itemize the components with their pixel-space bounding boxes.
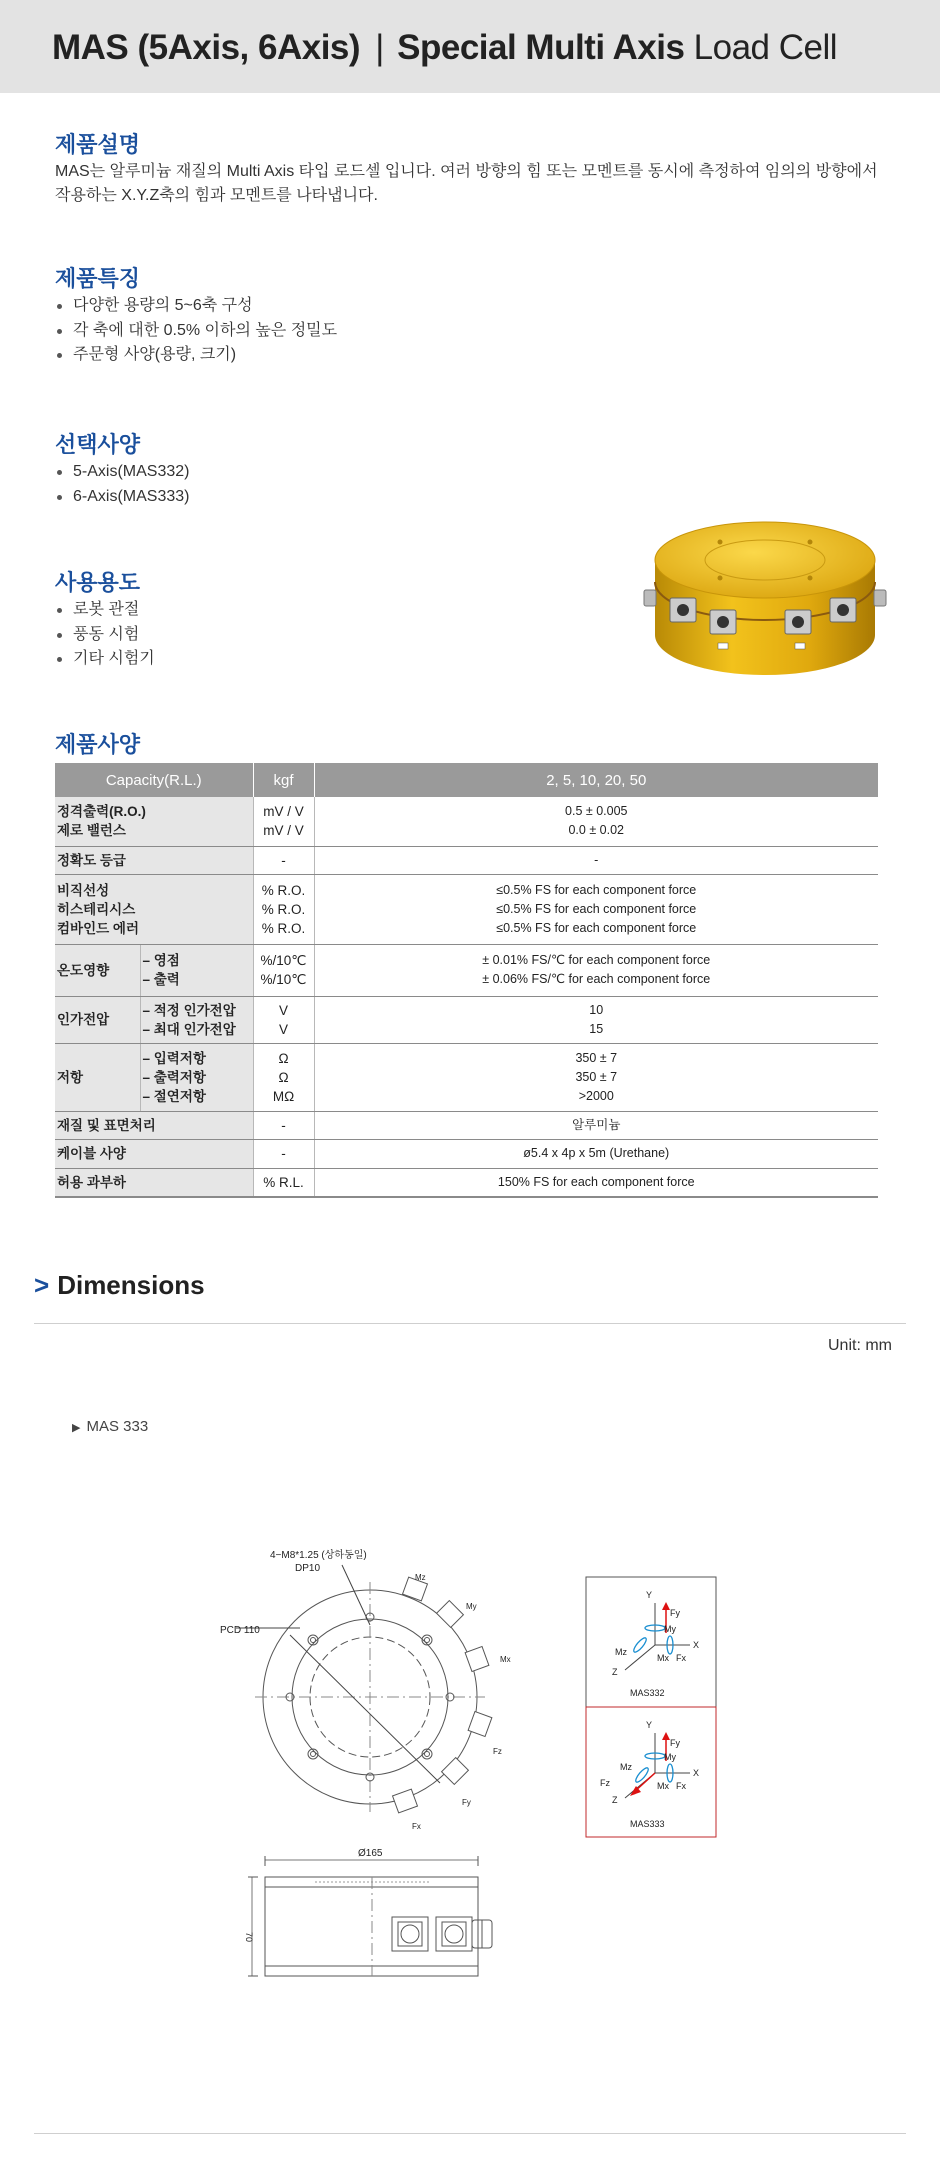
- row-unit: -: [253, 1111, 314, 1139]
- dimensions-title: Dimensions: [57, 1270, 205, 1300]
- conn-mx: Mx: [500, 1655, 511, 1664]
- bolt-note: 4−M8*1.25 (상하동일): [270, 1550, 367, 1561]
- row-value: 0.5 ± 0.005: [565, 804, 628, 819]
- row-value: ≤0.5% FS for each component force: [496, 920, 697, 935]
- footer-divider: [34, 2133, 906, 2134]
- axis-my: My: [664, 1752, 676, 1762]
- row-value: ≤0.5% FS for each component force: [496, 882, 697, 897]
- row-value: 15: [589, 1021, 604, 1036]
- conn-fz: Fz: [493, 1747, 502, 1756]
- options-list: [55, 460, 189, 509]
- title-light: Load Cell: [693, 28, 838, 67]
- height-label: 70: [244, 1932, 254, 1943]
- features-list: [55, 294, 337, 368]
- table-row: [55, 944, 878, 996]
- row-sublabel: – 영점: [142, 953, 180, 968]
- col-values: 2, 5, 10, 20, 50: [314, 763, 878, 797]
- conn-my: My: [466, 1602, 477, 1611]
- row-unit: %/10℃: [260, 972, 307, 987]
- table-row: [55, 1043, 878, 1111]
- conn-fx: Fx: [412, 1822, 421, 1831]
- row-unit: V: [278, 1002, 288, 1018]
- title-model: MAS (5Axis, 6Axis): [52, 28, 361, 67]
- row-value: ± 0.01% FS/℃ for each component force: [482, 953, 711, 967]
- table-row: [55, 846, 878, 874]
- list-item: 로봇 관절: [55, 598, 155, 623]
- row-unit: % R.O.: [261, 901, 306, 917]
- dimension-drawing: [0, 1530, 940, 2000]
- row-unit: Ω: [278, 1069, 289, 1085]
- bolt-depth: DP10: [295, 1563, 321, 1574]
- model-name: MAS 333: [86, 1418, 149, 1435]
- row-value: ≤0.5% FS for each component force: [496, 901, 697, 916]
- row-label: 저항: [55, 1043, 140, 1111]
- row-label: 인가전압: [55, 996, 140, 1043]
- axis-fy: Fy: [670, 1738, 680, 1748]
- table-row: [55, 874, 878, 944]
- row-label: 온도영향: [55, 944, 140, 996]
- axis-z: Z: [612, 1667, 618, 1677]
- axis-mz: Mz: [615, 1647, 627, 1657]
- row-value: 150% FS for each component force: [314, 1168, 878, 1197]
- col-capacity: Capacity(R.L.): [55, 763, 253, 797]
- title-separator: |: [375, 28, 384, 67]
- list-item: 6-Axis(MAS333): [55, 485, 189, 510]
- table-header-row: [55, 763, 878, 797]
- row-unit: mV / V: [263, 804, 304, 820]
- row-value: 알루미늄: [314, 1111, 878, 1139]
- row-sublabel: – 출력저항: [142, 1069, 206, 1085]
- axis-mx: Mx: [657, 1653, 669, 1663]
- axis-x: X: [693, 1768, 700, 1778]
- row-value: 350 ± 7: [575, 1050, 618, 1065]
- row-sublabel: – 출력: [142, 972, 180, 987]
- row-label: 정확도 등급: [55, 846, 253, 874]
- row-unit: % R.L.: [253, 1168, 314, 1197]
- caption-mas333: MAS333: [630, 1819, 665, 1829]
- specs-heading: 제품사양: [55, 732, 141, 757]
- row-sublabel: – 적정 인가전압: [142, 1002, 236, 1018]
- spec-table: [55, 763, 878, 1198]
- row-value: >2000: [578, 1088, 614, 1103]
- row-label: 히스테리시스: [57, 901, 136, 917]
- axis-mx: Mx: [657, 1781, 669, 1791]
- axis-fz: Fz: [600, 1778, 610, 1788]
- row-sublabel: – 절연저항: [142, 1088, 206, 1104]
- axis-fx: Fx: [676, 1653, 686, 1663]
- axis-y: Y: [646, 1720, 653, 1730]
- conn-mz: Mz: [415, 1573, 426, 1582]
- row-label: 비직선성: [57, 882, 110, 898]
- conn-fy: Fy: [462, 1798, 471, 1807]
- list-item: 기타 시험기: [55, 647, 155, 672]
- row-label: 제로 밸런스: [57, 823, 126, 839]
- list-item: 풍동 시험: [55, 623, 155, 648]
- row-value: ± 0.06% FS/℃ for each component force: [482, 972, 711, 986]
- row-value: 350 ± 7: [575, 1069, 618, 1084]
- table-row: [55, 996, 878, 1043]
- axis-z: Z: [612, 1795, 618, 1805]
- axis-my: My: [664, 1624, 676, 1634]
- row-unit: % R.O.: [261, 882, 306, 898]
- chevron-right-icon: >: [34, 1270, 50, 1300]
- row-label: 재질 및 표면처리: [55, 1111, 253, 1139]
- list-item: 다양한 용량의 5~6축 구성: [55, 294, 337, 319]
- pcd-label: PCD 110: [220, 1625, 260, 1636]
- row-label: 케이블 사양: [55, 1139, 253, 1168]
- row-value: 0.0 ± 0.02: [568, 823, 624, 838]
- row-value: -: [314, 846, 878, 874]
- diameter-label: Ø165: [358, 1848, 383, 1859]
- table-row: [55, 1168, 878, 1197]
- description-text: MAS는 알루미늄 재질의 Multi Axis 타입 로드셀 입니다. 여러 방향의 힘 또는 모멘트를 동시에 측정하여 임의의 방향에서 작용하는 X.Y.Z축의 힘과 모멘트를 나타냅니다.: [55, 163, 878, 204]
- row-unit: V: [278, 1021, 288, 1037]
- row-unit: -: [253, 1139, 314, 1168]
- triangle-right-icon: ▶: [72, 1422, 81, 1434]
- applications-list: [55, 598, 155, 672]
- table-row: [55, 1111, 878, 1139]
- col-unit: kgf: [253, 763, 314, 797]
- dimensions-heading: [34, 1270, 205, 1301]
- row-unit: mV / V: [263, 823, 304, 839]
- title-type: Special Multi Axis: [397, 28, 685, 67]
- row-label: 정격출력(R.O.): [57, 804, 146, 820]
- row-unit: -: [253, 846, 314, 874]
- axis-x: X: [693, 1640, 700, 1650]
- model-label: [72, 1418, 148, 1435]
- page-title: [52, 28, 837, 68]
- divider: [34, 1323, 906, 1324]
- row-sublabel: – 최대 인가전압: [142, 1021, 236, 1037]
- axis-y: Y: [646, 1590, 653, 1600]
- axis-fy: Fy: [670, 1608, 680, 1618]
- row-unit: Ω: [278, 1050, 289, 1066]
- list-item: 주문형 사양(용량, 크기): [55, 343, 337, 368]
- applications-heading: 사용용도: [55, 570, 141, 595]
- row-value: ø5.4 x 4p x 5m (Urethane): [314, 1139, 878, 1168]
- unit-label: Unit: mm: [828, 1337, 892, 1354]
- list-item: 각 축에 대한 0.5% 이하의 높은 정밀도: [55, 319, 337, 344]
- axis-fx: Fx: [676, 1781, 686, 1791]
- table-row: [55, 1139, 878, 1168]
- row-sublabel: – 입력저항: [142, 1050, 206, 1066]
- table-row: [55, 797, 878, 846]
- row-unit: MΩ: [272, 1088, 295, 1104]
- row-label: 컴바인드 에러: [57, 920, 139, 936]
- options-heading: 선택사양: [55, 432, 141, 457]
- row-label: 허용 과부하: [55, 1168, 253, 1197]
- caption-mas332: MAS332: [630, 1688, 665, 1698]
- features-heading: 제품특징: [55, 266, 141, 291]
- row-unit: %/10℃: [260, 953, 307, 968]
- row-value: 10: [589, 1002, 604, 1017]
- list-item: 5-Axis(MAS332): [55, 460, 189, 485]
- description-heading: 제품설명: [55, 132, 141, 157]
- axis-mz: Mz: [620, 1762, 632, 1772]
- product-photo: [640, 520, 890, 690]
- row-unit: % R.O.: [261, 920, 306, 936]
